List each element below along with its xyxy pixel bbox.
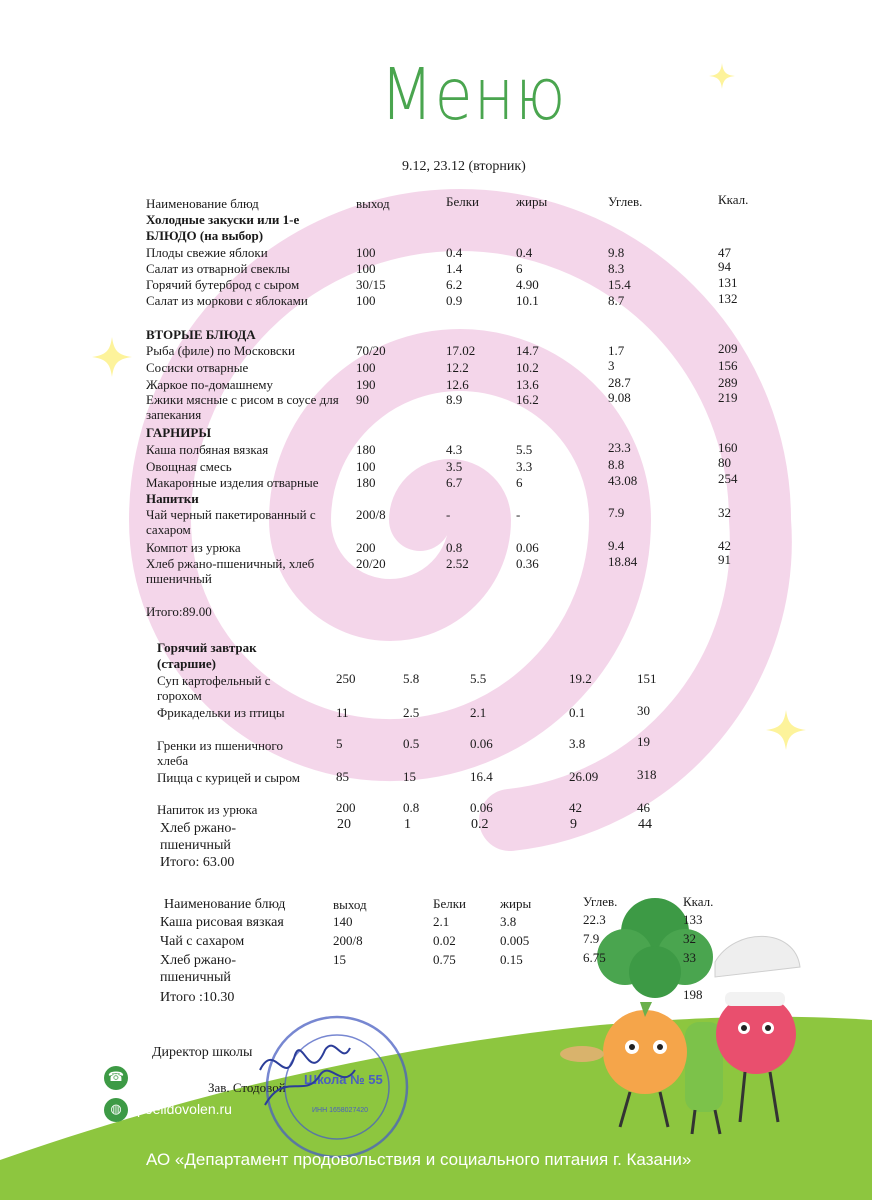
col-header-carbs: Углев. (608, 194, 643, 209)
contact-phone[interactable]: 8(800)234-33-88 (137, 1069, 242, 1085)
col-header-name: Наименование блюд (164, 897, 286, 912)
menu-date: 9.12, 23.12 (вторник) (402, 159, 526, 174)
section-garnish: ГАРНИРЫ (146, 425, 212, 440)
sparkle-icon (90, 335, 134, 379)
stamp-inn-text: ИНН 1658027420 (312, 1107, 369, 1114)
phone-icon: ☎ (104, 1066, 128, 1090)
section-hot-breakfast-sub: (старшие) (157, 656, 216, 671)
section-drinks: Напитки (146, 491, 199, 506)
total-lunch: Итого:89.00 (146, 604, 212, 619)
signature (250, 1030, 360, 1110)
col-header-carbs: Углев. (583, 894, 618, 909)
col-header-output: выход (333, 897, 367, 912)
sparkle-icon (708, 62, 736, 90)
col-header-output: выход (356, 196, 390, 211)
sparkle-icon (764, 708, 808, 752)
canteen-head-label: Зав. Стодовой (208, 1080, 286, 1095)
section-cold-appetizers: Холодные закуски или 1-е (146, 212, 300, 227)
total-breakfast: Итого: 63.00 (160, 855, 235, 870)
globe-icon: ◍ (104, 1098, 128, 1122)
col-header-fat: жиры (516, 194, 548, 209)
footer-organization: АО «Департамент продовольствия и социального питания г. Казани» (146, 1150, 692, 1169)
menu-page: Меню 9.12, 23.12 (вторник) Наименование блюд выход Белки жиры Углев. Ккал. Холодные закуски или 1-е БЛЮДО (на выбор) Плоды свежие яблоки 100 0.4 0.4 9.8 47 Салат из отварной свеклы 100 1.4 6 8.3 94 Горячий бутерброд с сыром 30/15 6.2 4.90 15.4 131 Салат из моркови с яблоками 100 0.9 10.1 8.7 132 ВТОРЫЕ БЛЮДА Рыба (филе) по Московски 70/20 17.02 14.7 1.7 209 Сосиски отварные 100 12.2 10.2 3 156 Жаркое по-домашнему 190 12.6 13.6 28.7 289 Ежики мясные с рисом в соусе для запекания 90 8.9 16.2 9.08 219 ГАРНИРЫ Каша полбяная вязкая 180 4.3 5.5 23.3 160 Овощная смесь 100 3.5 3.3 8.8 80 Макаронные изделия отварные 180 6.7 6 43.08 254 Напитки Чай черный пакетированный с сахаром 200/8 - - 7.9 32 Компот из урюка 200 0.8 0.06 9.4 42 Хлеб ржано-пшеничный, хлеб пшеничный 20/20 2.52 0.36 18.84 91 Итого:89.00 Горячий завтрак (старшие) Суп картофельный с горохом 250 5.8 5.5 19.2 151 Фрикадельки из птицы 11 2.5 2.1 0.1 30 Гренки из пшеничного хлеба 5 0.5 0.06 3.8 19 Пицца с курицей и сыром 85 15 16.4 26.09 318 Напиток из урюка 200 0.8 0.06 42 46 Хлеб ржано-пшеничный 20 1 0.2 9 44 Итого: 63.00 Наименование блюд выход Белки жиры Углев. Ккал. Каша рисовая вязкая 140 2.1 3.8 22.3 133 Чай с сахаром 200/8 0.02 0.005 7.9 32 Хлеб ржано-пшеничный 15 0.75 0.15 6.75 33 Итого :10.30 198 Директор школы Зав. Стодовой Школа № 55 ИНН 1658027420 ☎ 8(800)234-33-88 ◍ poelidovolen.ru АО «Департамент продовольствия и социального питания г. Казани» (0, 0, 872, 1200)
total-kcal: 198 (683, 987, 703, 1002)
contact-website[interactable]: poelidovolen.ru (137, 1101, 232, 1117)
director-label: Директор школы (152, 1045, 253, 1060)
col-header-fat: жиры (500, 896, 532, 911)
col-header-kcal: Ккал. (718, 192, 749, 207)
section-second-courses: ВТОРЫЕ БЛЮДА (146, 327, 256, 342)
col-header-kcal: Ккал. (683, 894, 714, 909)
stamp-center-text: Школа № 55 (304, 1072, 383, 1087)
total-afternoon: Итого :10.30 (160, 990, 235, 1005)
page-title: Меню (380, 52, 567, 137)
col-header-protein: Белки (433, 896, 466, 911)
col-header-protein: Белки (446, 194, 479, 209)
section-first-course: БЛЮДО (на выбор) (146, 228, 264, 243)
section-hot-breakfast: Горячий завтрак (157, 640, 257, 655)
col-header-name: Наименование блюд (146, 196, 259, 211)
